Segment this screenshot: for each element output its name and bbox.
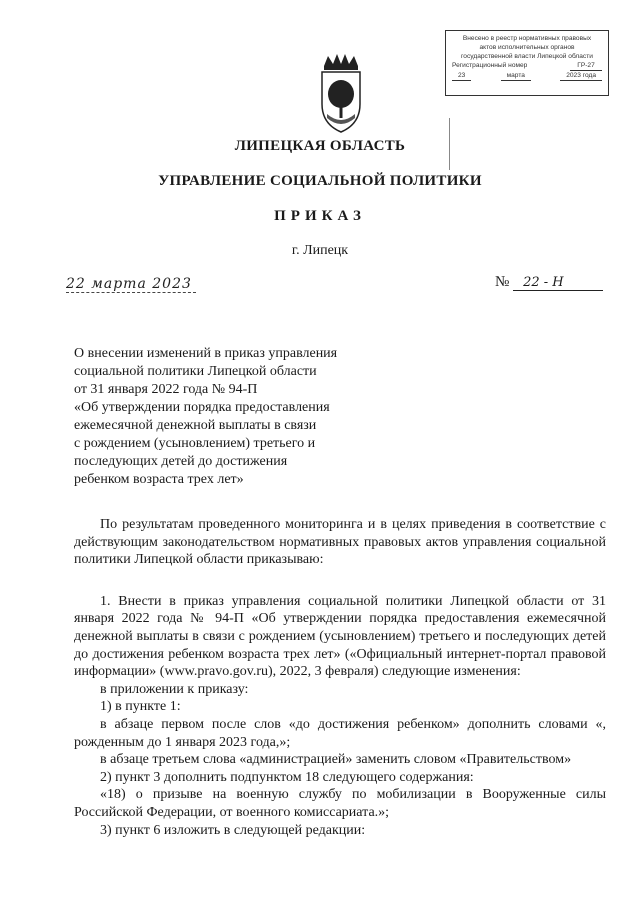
body-line: в приложении к приказу: xyxy=(100,681,249,697)
subject-line: с рождением (усыновлением) третьего и xyxy=(74,436,316,451)
subject-line: ребенком возраста трех лет» xyxy=(74,472,244,487)
coat-of-arms-icon xyxy=(318,52,364,134)
stamp-line-2: актов исполнительных органов xyxy=(479,44,575,51)
body-line: в абзаце третьем слова «администрацией» заменить словом «Правительством» xyxy=(100,752,572,768)
order-date-handwritten: 22 марта 2023 xyxy=(66,276,196,293)
department-title: УПРАВЛЕНИЕ СОЦИАЛЬНОЙ ПОЛИТИКИ xyxy=(158,173,482,189)
subject-line: от 31 января 2022 года № 94-П xyxy=(74,382,258,397)
subject-line: последующих детей до достижения xyxy=(74,454,288,469)
subject-line: ежемесячной денежной выплаты в связи xyxy=(74,418,317,433)
order-number xyxy=(495,274,605,291)
stamp-reg-number: ГР-27 xyxy=(570,61,602,71)
item-1-paragraph: 1. Внести в приказ управления социальной политики Липецкой области от 31 января 2022 года № 94-П «Об утверждении порядка предоставления ежемесячной денежной выплаты в связи с рождением (усыновлением) третьего и последующих детей до достижения ребенком возраста трех лет» («Официальный интернет-портал правовой информации» (www.pravo.gov.ru), 2022, 3 февраля) следующие изменения: xyxy=(74,593,606,680)
body-line: 2) пункт 3 дополнить подпунктом 18 следующего содержания: xyxy=(100,769,474,785)
body-paragraph: «18) о призыве на военную службу по мобилизации в Вооруженные силы Российской Федерации, от военного комиссариата.»; xyxy=(74,787,606,820)
region-title: ЛИПЕЦКАЯ ОБЛАСТЬ xyxy=(234,138,406,154)
stamp-day: 23 xyxy=(452,71,471,81)
preamble-paragraph: По результатам проведенного мониторинга и в целях приведения в соответствие с действующим законодательством нормативных правовых актов управления социальной политики Липецкой области приказываю: xyxy=(74,517,606,568)
subject-line: О внесении изменений в приказ управления xyxy=(74,346,338,361)
stamp-line-1: Внесено в реестр нормативных правовых xyxy=(462,35,592,42)
body-line: 1) в пункте 1: xyxy=(100,699,181,715)
stamp-line-3: государственной власти Липецкой области xyxy=(461,53,593,60)
order-number-handwritten: 22 - Н xyxy=(513,275,603,291)
stamp-reg-label: Регистрационный номер xyxy=(452,62,528,69)
document-type-title: ПРИКАЗ xyxy=(274,208,366,224)
body-paragraph: в абзаце первом после слов «до достижения ребенком» дополнить словами «, рожденным до 1 января 2023 года,»; xyxy=(74,716,606,750)
subject-line: социальной политики Липецкой области xyxy=(74,364,317,379)
stamp-year: 2023 года xyxy=(560,71,602,81)
city-label: г. Липецк xyxy=(291,243,349,258)
stamp-date-row xyxy=(446,71,608,81)
registration-stamp xyxy=(445,30,609,96)
order-subject xyxy=(74,345,374,489)
order-number-label: № xyxy=(495,274,510,290)
stamp-month: марта xyxy=(501,71,531,81)
stamp-reg-row xyxy=(446,61,608,71)
order-body xyxy=(74,516,606,839)
subject-line: «Об утверждении порядка предоставления xyxy=(74,400,330,415)
body-line: 3) пункт 6 изложить в следующей редакции: xyxy=(100,822,366,838)
